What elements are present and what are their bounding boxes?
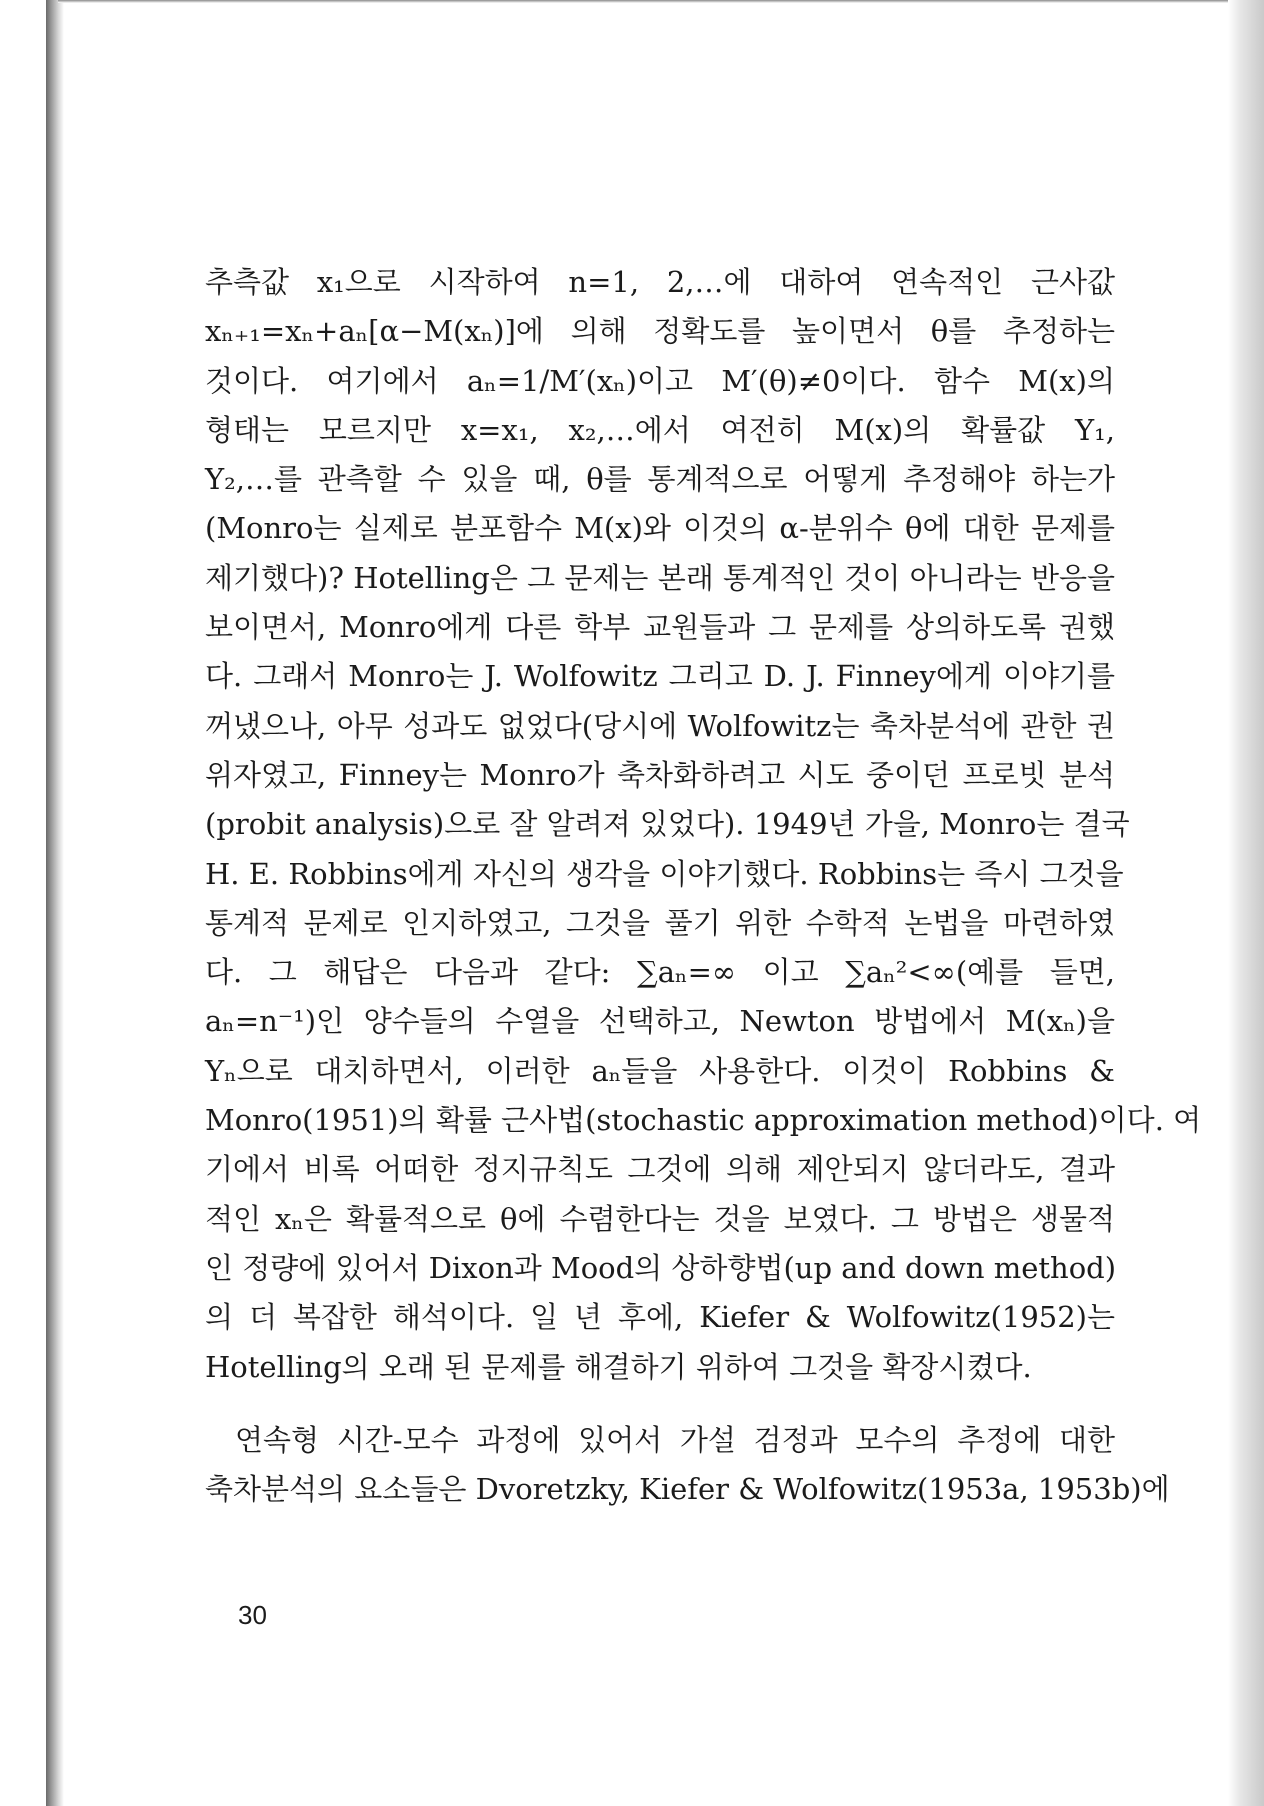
- paragraph-gap: [205, 1392, 1115, 1416]
- page-edge-left: [46, 0, 64, 1806]
- text-line: 통계적 문제로 인지하였고, 그것을 풀기 위한 수학적 논법을 마련하였: [205, 905, 1115, 940]
- text-line: 형태는 모르지만 x=x₁, x₂,…에서 여전히 M(x)의 확률값 Y₁,: [205, 412, 1116, 447]
- text-line: 축차분석의 요소들은 Dvoretzky, Kiefer & Wolfowitz(1953a, 1953b)에: [205, 1472, 1170, 1507]
- text-line: 추측값 x₁으로 시작하여 n=1, 2,…에 대하여 연속적인 근사값: [205, 265, 1115, 299]
- text-line: Monro(1951)의 확률 근사법(stochastic approximation method)이다. 여: [205, 1103, 1202, 1138]
- page-number: 30: [238, 1600, 267, 1630]
- text-line: H. E. Robbins에게 자신의 생각을 이야기했다. Robbins는 즉시 그것을: [205, 856, 1124, 891]
- page-edge-right: [1228, 0, 1264, 1806]
- text-line: 위자였고, Finney는 Monro가 축차화하려고 시도 중이던 프로빗 분석: [205, 757, 1115, 792]
- scan-margin-left: [0, 0, 46, 1806]
- text-line: xₙ₊₁=xₙ+aₙ[α−M(xₙ)]에 의해 정확도를 높이면서 θ를 추정하는: [205, 314, 1115, 349]
- text-line: 꺼냈으나, 아무 성과도 없었다(당시에 Wolfowitz는 축차분석에 관한 권: [205, 708, 1115, 743]
- text-line: 의 더 복잡한 해석이다. 일 년 후에, Kiefer & Wolfowitz(1952)는: [205, 1300, 1115, 1335]
- text-line: 다. 그래서 Monro는 J. Wolfowitz 그리고 D. J. Finney에게 이야기를: [205, 659, 1115, 694]
- page-edge-top: [58, 0, 1234, 3]
- text-line: Y₂,…를 관측할 수 있을 때, θ를 통계적으로 어떻게 추정해야 하는가: [205, 462, 1115, 497]
- text-line: Yₙ으로 대치하면서, 이러한 aₙ들을 사용한다. 이것이 Robbins &: [205, 1053, 1115, 1088]
- text-line: (Monro는 실제로 분포함수 M(x)와 이것의 α-분위수 θ에 대한 문제를: [205, 511, 1115, 546]
- text-line: Hotelling의 오래 된 문제를 해결하기 위하여 그것을 확장시켰다.: [205, 1349, 1032, 1384]
- text-line: 것이다. 여기에서 aₙ=1/M′(xₙ)이고 M′(θ)≠0이다. 함수 M(x)의: [205, 363, 1115, 398]
- text-line: 다. 그 해답은 다음과 같다: ∑aₙ=∞ 이고 ∑aₙ²<∞(예를 들면,: [205, 955, 1115, 990]
- paragraph-1: [205, 258, 1202, 1392]
- paragraph-2: [205, 1416, 1170, 1515]
- text-line: 연속형 시간-모수 과정에 있어서 가설 검정과 모수의 추정에 대한: [235, 1422, 1115, 1457]
- text-line: 제기했다)? Hotelling은 그 문제는 본래 통계적인 것이 아니라는 반응을: [205, 560, 1115, 595]
- text-line: (probit analysis)으로 잘 알려져 있었다). 1949년 가을, Monro는 결국: [205, 807, 1130, 842]
- text-line: 기에서 비록 어떠한 정지규칙도 그것에 의해 제안되지 않더라도, 결과: [205, 1152, 1115, 1187]
- body-text: [205, 258, 1202, 1514]
- text-line: 인 정량에 있어서 Dixon과 Mood의 상하향법(up and down method): [205, 1250, 1117, 1285]
- text-line: 보이면서, Monro에게 다른 학부 교원들과 그 문제를 상의하도록 권했: [205, 610, 1115, 645]
- text-line: 적인 xₙ은 확률적으로 θ에 수렴한다는 것을 보였다. 그 방법은 생물적: [205, 1201, 1115, 1236]
- text-line: aₙ=n⁻¹)인 양수들의 수열을 선택하고, Newton 방법에서 M(xₙ)을: [205, 1004, 1115, 1039]
